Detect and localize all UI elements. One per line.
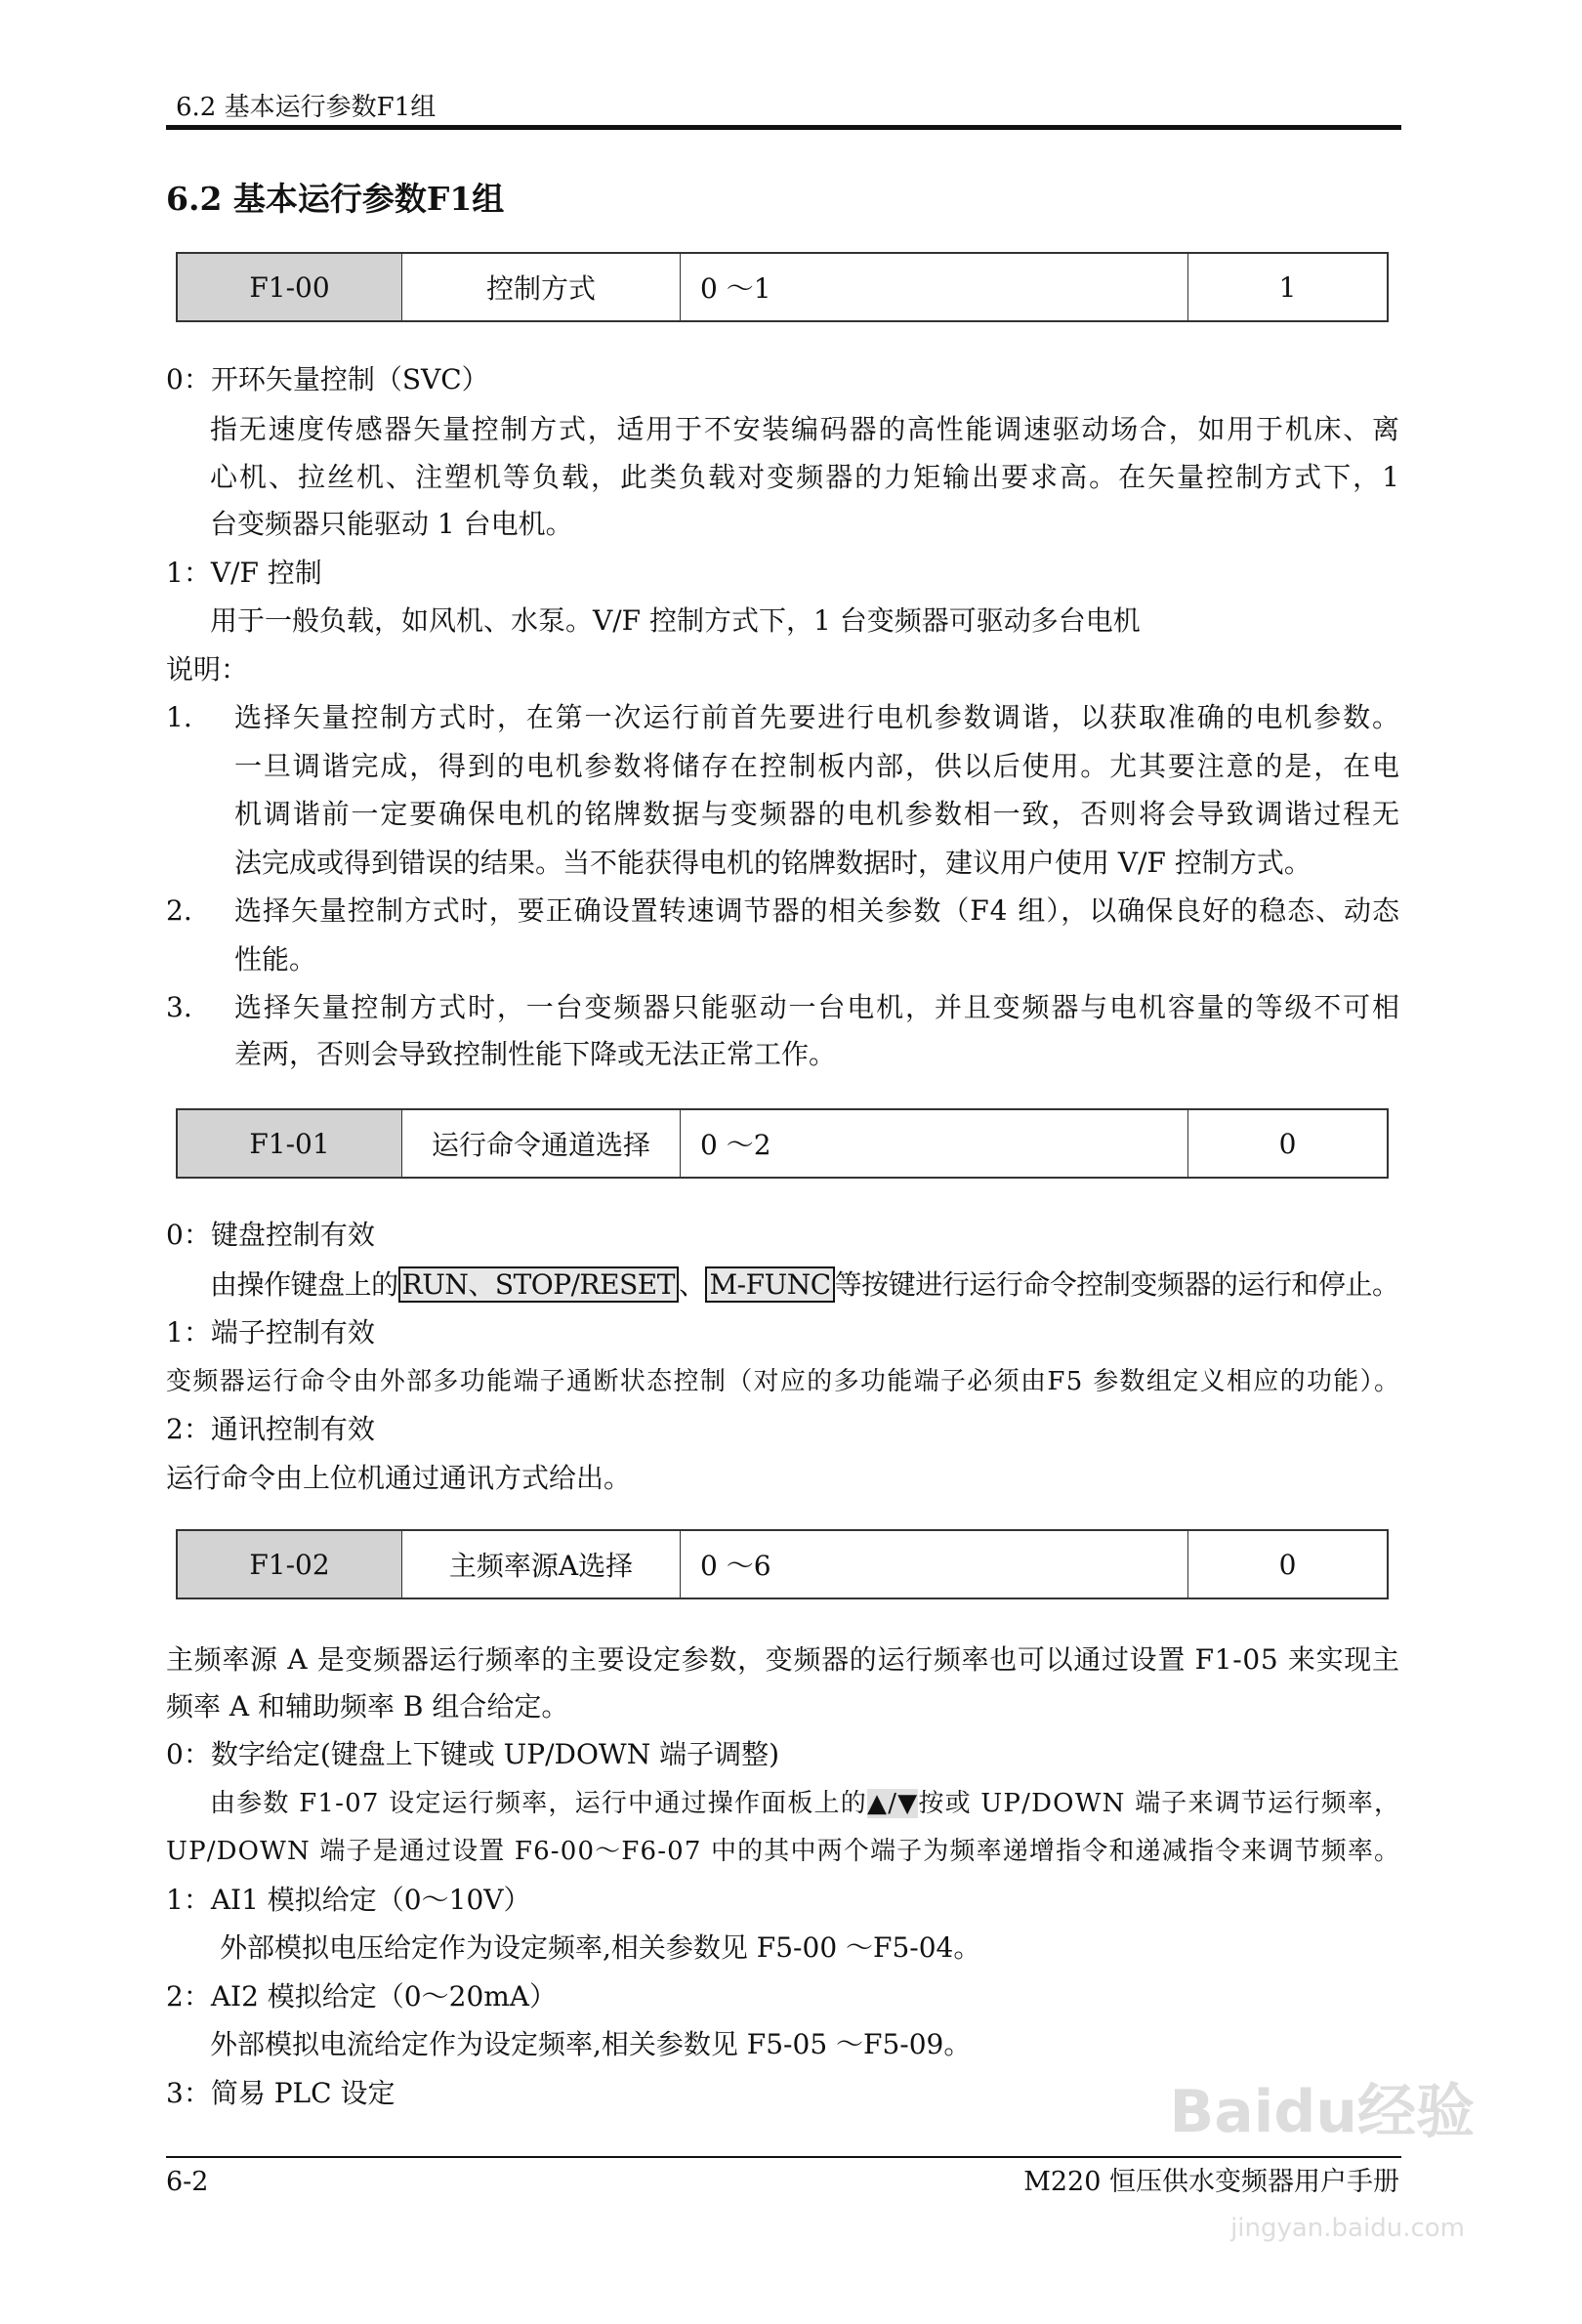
paragraph-line: 外部模拟电压给定作为设定频率,相关参数见 F5-00 ～F5-04。 xyxy=(220,1931,981,1964)
baidu-watermark: Baidu经验 xyxy=(1169,2078,1475,2146)
paragraph-line: 运行命令由上位机通过通讯方式给出。 xyxy=(166,1462,632,1494)
text: 由参数 F1-07 设定运行频率，运行中通过操作面板上的 xyxy=(210,1789,867,1818)
page-number: 6-2 xyxy=(166,2167,209,2197)
paragraph-line xyxy=(210,1784,1399,1823)
param-table-f1-02 xyxy=(176,1529,1389,1599)
running-header: 6.2 基本运行参数F1组 xyxy=(176,93,437,122)
param-range: 0 ～2 xyxy=(681,1110,1188,1177)
m-func-key: M-FUNC xyxy=(705,1266,834,1303)
footer-rule xyxy=(166,2156,1401,2158)
option-1: 1：V/F 控制 xyxy=(166,557,322,589)
paragraph-line: 台变频器只能驱动 1 台电机。 xyxy=(210,508,573,540)
param-default: 0 xyxy=(1278,1127,1297,1160)
header-rule xyxy=(166,125,1401,130)
list-item: 一旦调谐完成，得到的电机参数将储存在控制板内部，供以后使用。尤其要注意的是，在电 xyxy=(234,750,1401,782)
paragraph-line: 变频器运行命令由外部多功能端子通断状态控制（对应的多功能端子必须由F5 参数组定义相应的功能）。 xyxy=(166,1367,1401,1396)
list-item: 差两，否则会导致控制性能下降或无法正常工作。 xyxy=(234,1038,837,1070)
param-range: 0 ～1 xyxy=(681,254,1188,320)
paragraph-line: 外部模拟电流给定作为设定频率,相关参数见 F5-05 ～F5-09。 xyxy=(210,2028,972,2060)
param-range: 0 ～6 xyxy=(681,1531,1188,1598)
param-default: 1 xyxy=(1278,270,1297,304)
note-heading: 说明： xyxy=(166,653,249,685)
paragraph-line: 心机、拉丝机、注塑机等负载，此类负载对变频器的力矩输出要求高。在矢量控制方式下，1 xyxy=(210,461,1401,493)
paragraph-line: 频率 A 和辅助频率 B 组合给定。 xyxy=(166,1690,569,1722)
param-name: 运行命令通道选择 xyxy=(402,1110,681,1177)
text: 等按键进行运行命令控制变频器的运行和停止。 xyxy=(834,1268,1399,1301)
list-item: 法完成或得到错误的结果。当不能获得电机的铭牌数据时，建议用户使用 V/F 控制方式。 xyxy=(234,847,1311,879)
paragraph-line: 用于一般负载，如风机、水泵。V/F 控制方式下，1 台变频器可驱动多台电机 xyxy=(210,604,1141,637)
manual-title: M220 恒压供水变频器用户手册 xyxy=(1023,2167,1399,2197)
text: 按或 UP/DOWN 端子来调节运行频率， xyxy=(918,1789,1401,1818)
param-code: F1-00 xyxy=(178,254,402,320)
param-name: 控制方式 xyxy=(402,254,681,320)
watermark-url: jingyan.baidu.com xyxy=(1230,2214,1465,2243)
separator: 、 xyxy=(678,1268,706,1301)
section-title: 6.2 基本运行参数F1组 xyxy=(166,180,505,218)
param-table-f1-01 xyxy=(176,1108,1389,1179)
up-down-arrow-keys: ▲/▼ xyxy=(866,1789,919,1818)
param-name: 主频率源A选择 xyxy=(402,1531,681,1598)
option-0: 0：开环矢量控制（SVC） xyxy=(166,363,489,395)
option-0: 0：数字给定(键盘上下键或 UP/DOWN 端子调整) xyxy=(166,1738,780,1770)
param-table-f1-00 xyxy=(176,252,1389,322)
list-item: 选择矢量控制方式时，在第一次运行前首先要进行电机参数调谐，以获取准确的电机参数。 xyxy=(234,701,1401,733)
option-0: 0：键盘控制有效 xyxy=(166,1219,375,1251)
run-stop-reset-key: RUN、STOP/RESET xyxy=(398,1266,679,1303)
paragraph-line: 指无速度传感器矢量控制方式，适用于不安装编码器的高性能调速驱动场合，如用于机床、离 xyxy=(210,413,1401,445)
param-code: F1-01 xyxy=(178,1110,402,1177)
param-default: 0 xyxy=(1278,1548,1297,1581)
option-2: 2：AI2 模拟给定（0～20mA） xyxy=(166,1980,558,2013)
list-item: 选择矢量控制方式时，一台变频器只能驱动一台电机，并且变频器与电机容量的等级不可相 xyxy=(234,991,1401,1023)
text: 由操作键盘上的 xyxy=(210,1268,398,1301)
paragraph-line: UP/DOWN 端子是通过设置 F6-00～F6-07 中的其中两个端子为频率递增指令和递减指令来调节频率。 xyxy=(166,1837,1401,1866)
param-code: F1-02 xyxy=(178,1531,402,1598)
list-item: 机调谐前一定要确保电机的铭牌数据与变频器的电机参数相一致，否则将会导致调谐过程无 xyxy=(234,798,1401,830)
paragraph-line xyxy=(210,1266,1399,1305)
option-1: 1：端子控制有效 xyxy=(166,1316,375,1349)
list-number: 3. xyxy=(166,991,192,1023)
list-item: 性能。 xyxy=(234,943,317,975)
list-number: 2. xyxy=(166,894,192,927)
option-1: 1：AI1 模拟给定（0～10V） xyxy=(166,1884,531,1916)
option-3: 3：简易 PLC 设定 xyxy=(166,2077,396,2109)
option-2: 2：通讯控制有效 xyxy=(166,1413,375,1445)
list-item: 选择矢量控制方式时，要正确设置转速调节器的相关参数（F4 组），以确保良好的稳态、动态 xyxy=(234,894,1400,927)
paragraph-line: 主频率源 A 是变频器运行频率的主要设定参数，变频器的运行频率也可以通过设置 F1-05 来实现主 xyxy=(166,1643,1400,1676)
list-number: 1. xyxy=(166,701,192,733)
